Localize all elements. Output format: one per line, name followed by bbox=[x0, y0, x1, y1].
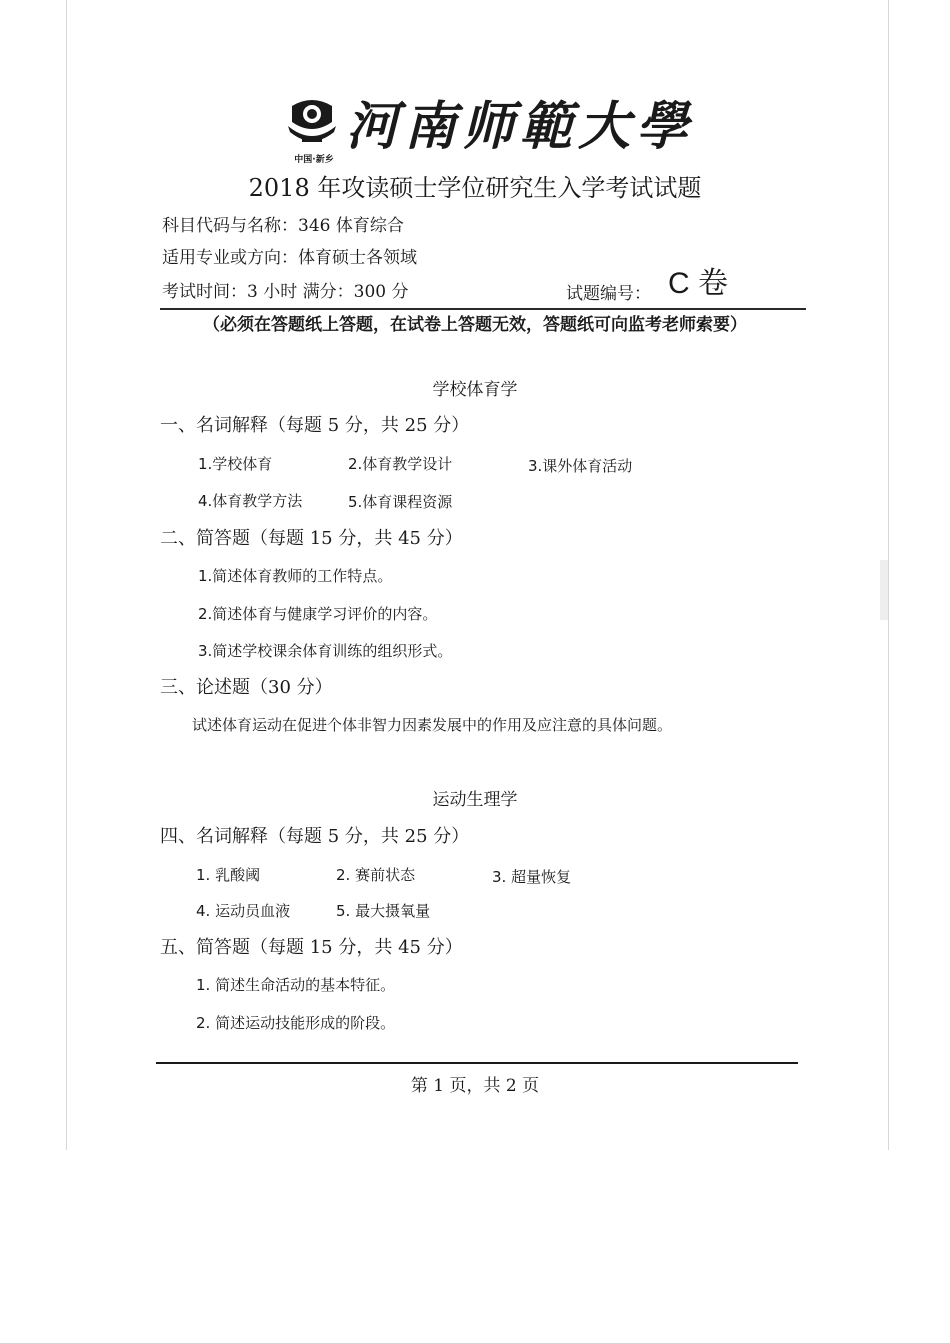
subject-line: 科目代码与名称：346 体育综合 bbox=[162, 216, 404, 236]
part4-heading: 四、名词解释（每题 5 分，共 25 分） bbox=[160, 826, 470, 847]
part5-item-2: 2. 简述运动技能形成的阶段。 bbox=[196, 1014, 396, 1032]
part1-item-3: 3.课外体育活动 bbox=[528, 457, 633, 475]
part4-item-3: 3. 超量恢复 bbox=[492, 868, 572, 886]
part5-heading: 五、简答题（每题 15 分，共 45 分） bbox=[160, 937, 463, 958]
university-emblem-icon bbox=[284, 92, 340, 152]
part1-heading: 一、名词解释（每题 5 分，共 25 分） bbox=[160, 415, 470, 436]
paper-code-value: C 卷 bbox=[668, 267, 728, 300]
part4-item-5: 5. 最大摄氧量 bbox=[336, 902, 431, 920]
footer-rule bbox=[156, 1062, 798, 1064]
part2-heading: 二、简答题（每题 15 分，共 45 分） bbox=[160, 528, 463, 549]
part3-essay-question: 试述体育运动在促进个体非智力因素发展中的作用及应注意的具体问题。 bbox=[192, 716, 673, 734]
section-title-exercise-physiology: 运动生理学 bbox=[432, 790, 518, 810]
part2-item-3: 3.简述学校课余体育训练的组织形式。 bbox=[198, 642, 453, 660]
university-logo bbox=[284, 92, 704, 172]
part3-heading: 三、论述题（30 分） bbox=[160, 677, 333, 698]
part4-item-4: 4. 运动员血液 bbox=[196, 902, 291, 920]
major-line: 适用专业或方向：体育硕士各领域 bbox=[162, 248, 417, 268]
part4-item-2: 2. 赛前状态 bbox=[336, 866, 416, 884]
part1-item-2: 2.体育教学设计 bbox=[348, 455, 453, 473]
emblem-caption: 中国·新乡 bbox=[294, 155, 334, 165]
part5-item-1: 1. 简述生命活动的基本特征。 bbox=[196, 976, 396, 994]
university-name: 河南师範大學 bbox=[346, 96, 695, 157]
part2-item-1: 1.简述体育教师的工作特点。 bbox=[198, 567, 393, 585]
exam-title: 2018 年攻读硕士学位研究生入学考试试题 bbox=[248, 174, 702, 202]
section-title-school-pe: 学校体育学 bbox=[432, 380, 518, 400]
part1-item-4: 4.体育教学方法 bbox=[198, 492, 303, 510]
time-score-line: 考试时间：3 小时 满分：300 分 bbox=[162, 282, 409, 302]
page-number: 第 1 页，共 2 页 bbox=[410, 1076, 540, 1096]
part2-item-2: 2.简述体育与健康学习评价的内容。 bbox=[198, 605, 438, 623]
part1-item-1: 1.学校体育 bbox=[198, 455, 273, 473]
answer-notice: （必须在答题纸上答题，在试卷上答题无效，答题纸可向监考老师索要） bbox=[203, 315, 747, 335]
paper-fold-mark bbox=[880, 560, 888, 620]
paper-code-label: 试题编号： bbox=[566, 284, 651, 304]
part1-item-5: 5.体育课程资源 bbox=[348, 493, 453, 511]
header-rule bbox=[160, 308, 806, 310]
part4-item-1: 1. 乳酸阈 bbox=[196, 866, 261, 884]
